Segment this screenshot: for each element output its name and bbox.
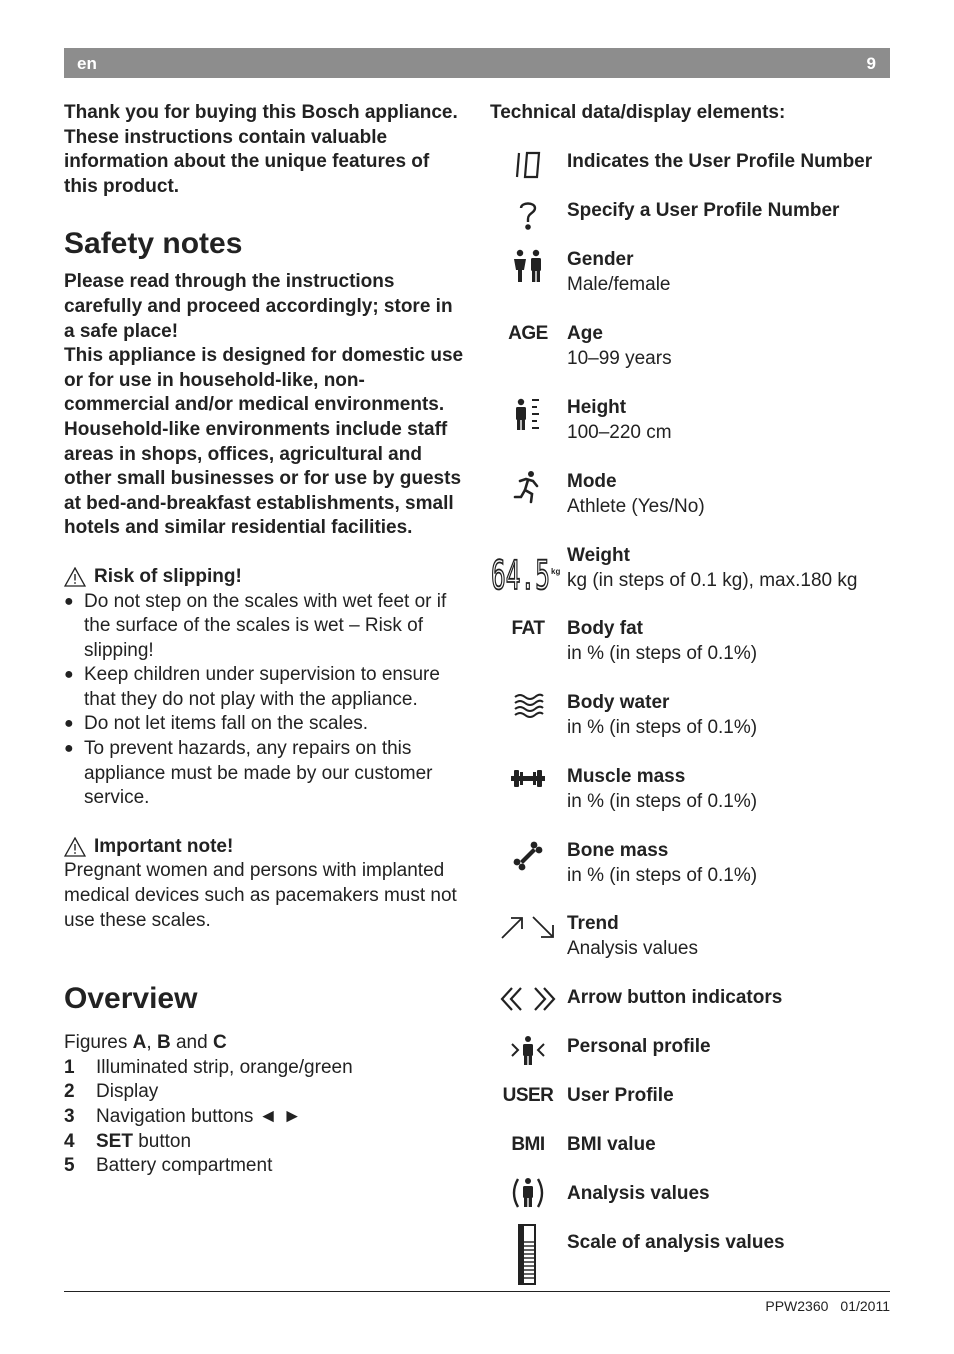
- list-item: ● Do not step on the scales with wet feet or if the surface of the scales is wet – Risk of slipping!: [64, 590, 464, 664]
- analysis-info-icon: [490, 1175, 566, 1211]
- water-waves-icon: [490, 691, 566, 719]
- user-icon: USER: [502, 1085, 554, 1106]
- element-label: Body water: [567, 692, 670, 713]
- element-label: Body fat: [567, 618, 643, 639]
- list-item: 1 Illuminated strip, orange/green: [64, 1056, 353, 1078]
- safety-paragraph-1: Please read through the instructions carefully and proceed accordingly; store in a safe place!: [64, 271, 453, 342]
- warning-triangle-icon: [64, 567, 86, 587]
- user-number-icon: [490, 150, 566, 180]
- athlete-icon: [490, 470, 566, 504]
- element-description: in % (in steps of 0.1%): [567, 716, 758, 738]
- element-label: BMI value: [567, 1134, 656, 1155]
- element-description: in % (in steps of 0.1%): [567, 790, 758, 812]
- scale-bar-icon: [490, 1224, 566, 1286]
- list-item: 4 SET button: [64, 1130, 192, 1152]
- element-description: 100–220 cm: [567, 421, 672, 443]
- element-label: User Profile: [567, 1085, 674, 1106]
- element-label: Indicates the User Profile Number: [567, 151, 873, 172]
- bone-icon: [490, 839, 566, 873]
- element-label: Height: [567, 397, 627, 418]
- svg-text:64.5: 64.5: [491, 553, 550, 592]
- weight-display-icon: [490, 544, 566, 592]
- element-label: Personal profile: [567, 1036, 711, 1057]
- element-description: kg (in steps of 0.1 kg), max.180 kg: [567, 569, 858, 591]
- model-number: PPW2360: [765, 1298, 829, 1314]
- height-icon: [490, 396, 566, 432]
- element-label: Weight: [567, 545, 630, 566]
- trend-arrows-icon: [490, 912, 566, 942]
- element-label: Gender: [567, 249, 634, 270]
- list-item: ● Keep children under supervision to ensure that they do not play with the appliance.: [64, 663, 464, 712]
- safety-notes-heading: Safety notes: [64, 227, 243, 261]
- double-chevron-icon: [490, 986, 566, 1012]
- figures-line: Figures A, B and C: [64, 1032, 227, 1054]
- important-title: Important note!: [94, 835, 234, 857]
- page-number: 9: [866, 54, 876, 73]
- page-header-bar: [64, 48, 890, 78]
- footer-divider: [64, 1291, 890, 1292]
- warning-triangle-icon: [64, 837, 86, 857]
- list-item: 3 Navigation buttons ◄ ►: [64, 1106, 302, 1127]
- list-item: ● Do not let items fall on the scales.: [64, 712, 464, 737]
- svg-text:kg: kg: [551, 567, 561, 576]
- important-heading: [64, 835, 464, 860]
- fat-icon: FAT: [511, 618, 545, 639]
- age-icon: AGE: [508, 323, 548, 344]
- element-label: Mode: [567, 471, 617, 492]
- risk-heading: [64, 565, 464, 590]
- gender-icon: [490, 248, 566, 284]
- element-label: Arrow button indicators: [567, 987, 783, 1008]
- personal-profile-icon: [490, 1035, 566, 1067]
- page-footer: [765, 1298, 890, 1314]
- risk-title: Risk of slipping!: [94, 565, 242, 587]
- right-column: [490, 101, 900, 1253]
- bmi-icon: BMI: [511, 1134, 545, 1155]
- important-text: Pregnant women and persons with implanted medical devices such as pacemakers must not use these scales.: [64, 860, 457, 931]
- overview-heading: Overview: [64, 982, 198, 1016]
- element-label: Age: [567, 323, 603, 344]
- list-item: 2 Display: [64, 1081, 159, 1103]
- dumbbell-icon: [490, 765, 566, 793]
- element-description: in % (in steps of 0.1%): [567, 642, 758, 664]
- element-description: 10–99 years: [567, 347, 672, 369]
- safety-paragraph-2: This appliance is designed for domestic use or for use in household-like, non-commercial and/or medical environments. Household-like environments include staff areas in shops, offices, agricultural and other small businesses or for use by guests at bed-and-breakfast establishments, small hotels and similar residential facilities.: [64, 345, 464, 539]
- element-label: Scale of analysis values: [567, 1232, 785, 1253]
- element-description: Athlete (Yes/No): [567, 495, 705, 517]
- element-label: Specify a User Profile Number: [567, 200, 840, 221]
- risk-bullet-list: [64, 590, 464, 811]
- technical-data-heading: Technical data/display elements:: [490, 102, 786, 123]
- element-description: in % (in steps of 0.1%): [567, 864, 758, 886]
- list-item: ● To prevent hazards, any repairs on this appliance must be made by our customer service.: [64, 737, 464, 811]
- list-item: 5 Battery compartment: [64, 1155, 273, 1177]
- element-description: Male/female: [567, 273, 671, 295]
- element-label: Muscle mass: [567, 766, 686, 787]
- question-mark-icon: [490, 199, 566, 231]
- edition-date: 01/2011: [840, 1298, 890, 1314]
- language-label: en: [77, 54, 97, 73]
- element-description: Analysis values: [567, 937, 698, 959]
- element-label: Bone mass: [567, 840, 669, 861]
- left-column: [64, 101, 464, 1179]
- intro-text: Thank you for buying this Bosch appliance. These instructions contain valuable information about the unique features of this product.: [64, 102, 458, 197]
- element-label: Analysis values: [567, 1183, 710, 1204]
- element-label: Trend: [567, 913, 619, 934]
